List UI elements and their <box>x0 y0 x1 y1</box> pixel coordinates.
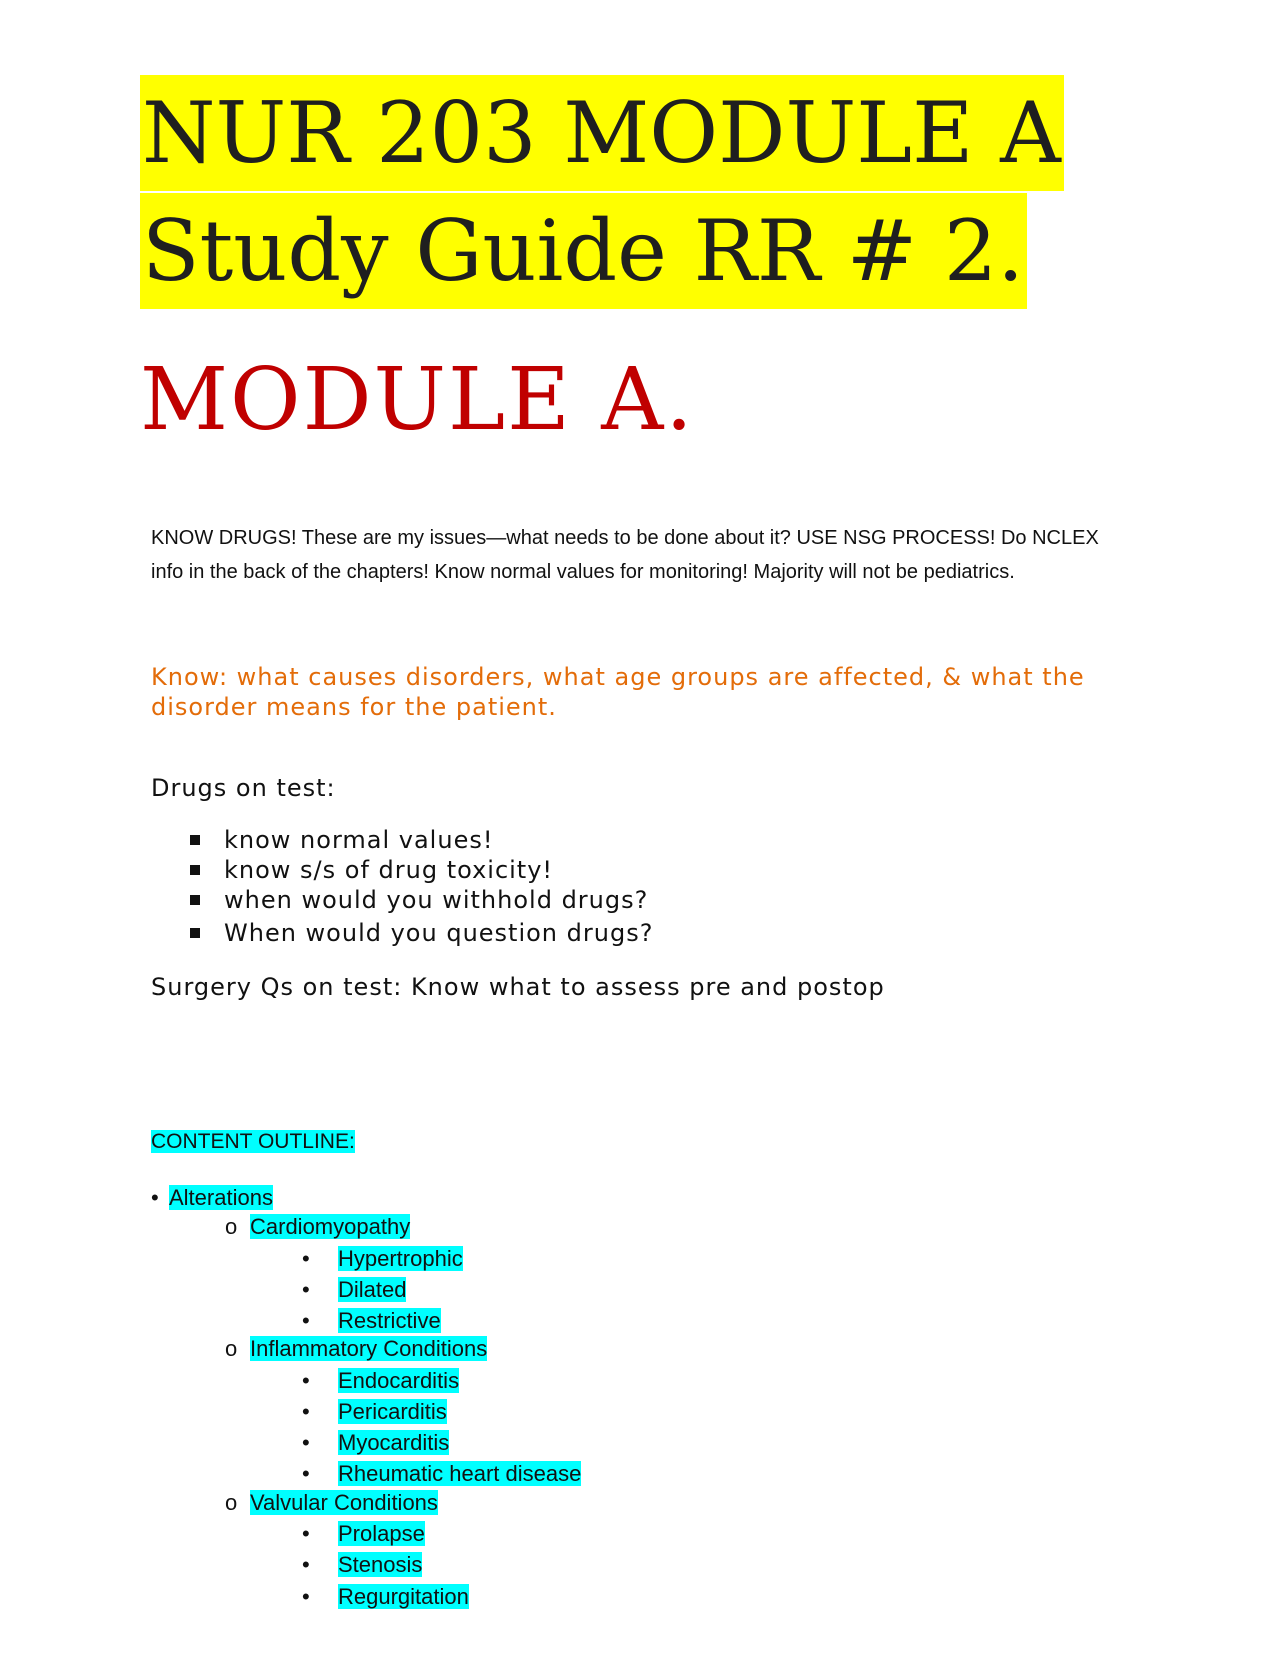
drugs-list-item <box>190 825 653 855</box>
bullet-icon: • <box>302 1521 310 1546</box>
module-heading: MODULE A. <box>140 350 695 450</box>
outline-group-label: Inflammatory Conditions <box>250 1336 488 1361</box>
outline-subitem <box>302 1428 449 1458</box>
bullet-icon: • <box>302 1399 310 1424</box>
circle-bullet-icon: o <box>225 1490 238 1515</box>
outline-subitem <box>302 1275 406 1305</box>
bullet-icon: • <box>302 1584 310 1609</box>
bullet-icon: • <box>302 1430 310 1455</box>
outline-subitem-label: Pericarditis <box>338 1399 447 1424</box>
outline-subitem-label: Myocarditis <box>338 1430 450 1455</box>
outline-subitem-label: Hypertrophic <box>338 1246 463 1271</box>
outline-subitem <box>302 1244 463 1274</box>
outline-group-label: Cardiomyopathy <box>250 1214 411 1239</box>
drugs-list-item-text: when would you withhold drugs? <box>224 886 649 914</box>
bullet-icon: • <box>302 1246 310 1271</box>
bullet-icon: • <box>302 1368 310 1393</box>
outline-subitem <box>302 1366 459 1396</box>
outline-group-inflammatory-conditions <box>225 1334 487 1364</box>
know-note: Know: what causes disorders, what age groups are affected, & what the disorder means for the patient. <box>151 663 1085 721</box>
bullet-icon: • <box>302 1277 310 1302</box>
outline-subitem-label: Dilated <box>338 1277 407 1302</box>
outline-item-alterations <box>151 1183 273 1213</box>
outline-subitem-label: Regurgitation <box>338 1584 469 1609</box>
square-bullet-icon <box>190 895 200 905</box>
outline-subitem-label: Stenosis <box>338 1552 423 1577</box>
outline-subitem-label: Prolapse <box>338 1521 425 1546</box>
drugs-list-item <box>190 885 653 915</box>
bullet-icon: • <box>302 1461 310 1486</box>
drugs-heading: Drugs on test: <box>151 774 336 802</box>
outline-subitem-label: Endocarditis <box>338 1368 460 1393</box>
outline-subitem-label: Restrictive <box>338 1308 441 1333</box>
drugs-list-item <box>190 918 653 948</box>
square-bullet-icon <box>190 928 200 938</box>
circle-bullet-icon: o <box>225 1336 238 1361</box>
document-title-line-2: Study Guide RR # 2. <box>140 193 1027 309</box>
outline-subitem <box>302 1550 422 1580</box>
outline-subitem <box>302 1459 581 1489</box>
drugs-list-item-text: know s/s of drug toxicity! <box>224 856 554 884</box>
bullet-icon: • <box>302 1308 310 1333</box>
circle-bullet-icon: o <box>225 1214 238 1239</box>
outline-subitem <box>302 1397 447 1427</box>
intro-paragraph: KNOW DRUGS! These are my issues—what needs to be done about it? USE NSG PROCESS! Do NCLEX info in the back of the chapters! Know normal values for monitoring! Majority will not be pediatrics. <box>151 527 1099 583</box>
outline-subitem <box>302 1519 425 1549</box>
square-bullet-icon <box>190 835 200 845</box>
square-bullet-icon <box>190 865 200 875</box>
drugs-list <box>190 825 653 948</box>
outline-subitem-label: Rheumatic heart disease <box>338 1461 582 1486</box>
drugs-list-item-text: know normal values! <box>224 826 494 854</box>
outline-group-valvular-conditions <box>225 1488 438 1518</box>
outline-group-label: Valvular Conditions <box>250 1490 438 1515</box>
bullet-icon: • <box>302 1552 310 1577</box>
outline-group-cardiomyopathy <box>225 1212 410 1242</box>
surgery-note: Surgery Qs on test: Know what to assess pre and postop <box>151 973 885 1001</box>
drugs-list-item <box>190 855 653 885</box>
bullet-icon: • <box>151 1185 159 1210</box>
drugs-list-item-text: When would you question drugs? <box>224 919 654 947</box>
document-title-line-1: NUR 203 MODULE A <box>140 75 1064 191</box>
outline-subitem <box>302 1582 469 1612</box>
content-outline-heading <box>151 1127 355 1157</box>
outline-subitem <box>302 1306 441 1336</box>
content-outline-heading-text: CONTENT OUTLINE: <box>151 1130 355 1153</box>
outline-item-label: Alterations <box>169 1185 273 1210</box>
